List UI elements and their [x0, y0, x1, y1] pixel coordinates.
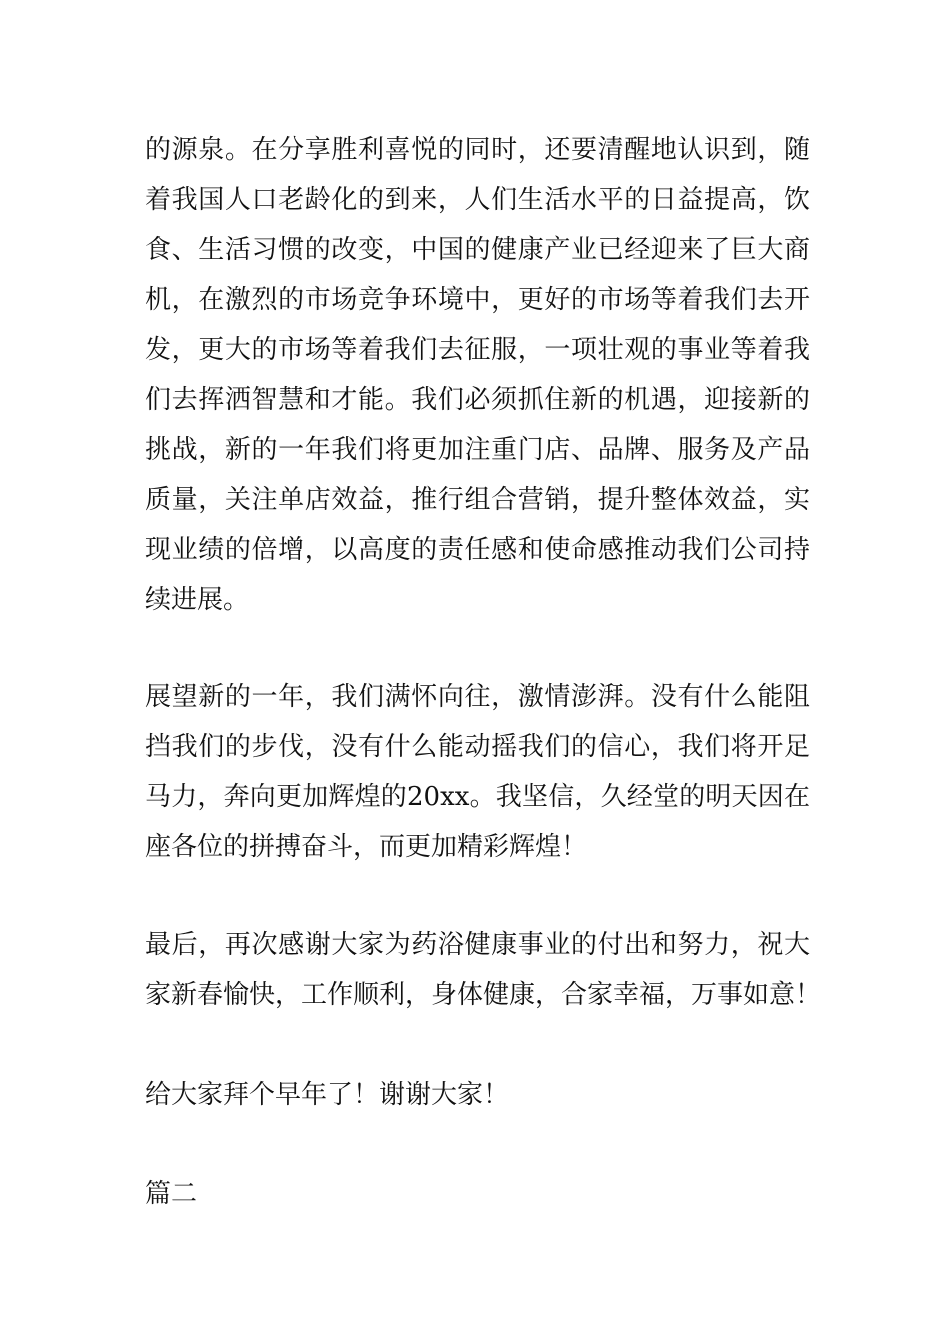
paragraph-2 [145, 672, 810, 872]
paragraph-3 [145, 920, 822, 1020]
paragraph-2-line-3: 马力，奔向更加辉煌的20xx。我坚信，久经堂的明天因在 [145, 782, 810, 812]
paragraph-1-line-2: 着我国人口老龄化的到来，人们生活水平的日益提高，饮 [145, 185, 810, 215]
paragraph-1-line-5: 发，更大的市场等着我们去征服，一项壮观的事业等着我 [145, 335, 810, 365]
paragraph-3-line-2: 家新春愉快，工作顺利，身体健康，合家幸福，万事如意！ [145, 980, 822, 1010]
paragraph-1-line-10: 续进展。 [145, 585, 250, 615]
paragraph-1-line-4: 机，在激烈的市场竞争环境中，更好的市场等着我们去开 [145, 285, 810, 315]
paragraph-2-line-4: 座各位的拼搏奋斗，而更加精彩辉煌！ [145, 832, 588, 862]
paragraph-1-line-3: 食、生活习惯的改变，中国的健康产业已经迎来了巨大商 [145, 235, 810, 265]
paragraph-1 [145, 125, 810, 625]
paragraph-2-line-2: 挡我们的步伐，没有什么能动摇我们的信心，我们将开足 [145, 732, 810, 762]
paragraph-4-line-1: 给大家拜个早年了！谢谢大家！ [145, 1080, 510, 1110]
paragraph-4 [145, 1070, 810, 1120]
paragraph-1-line-8: 质量，关注单店效益，推行组合营销，提升整体效益，实 [145, 485, 810, 515]
paragraph-2-line-1: 展望新的一年，我们满怀向往，激情澎湃。没有什么能阻 [145, 682, 810, 712]
paragraph-3-line-1: 最后，再次感谢大家为药浴健康事业的付出和努力，祝大 [145, 930, 810, 960]
paragraph-1-line-6: 们去挥洒智慧和才能。我们必须抓住新的机遇，迎接新的 [145, 385, 810, 415]
paragraph-1-line-9: 现业绩的倍增，以高度的责任感和使命感推动我们公司持 [145, 535, 810, 565]
section-heading-text: 篇二 [145, 1179, 198, 1209]
paragraph-1-line-1: 的源泉。在分享胜利喜悦的同时，还要清醒地认识到，随 [145, 135, 810, 165]
section-heading [145, 1169, 810, 1219]
paragraph-1-line-7: 挑战，新的一年我们将更加注重门店、品牌、服务及产品 [145, 435, 810, 465]
